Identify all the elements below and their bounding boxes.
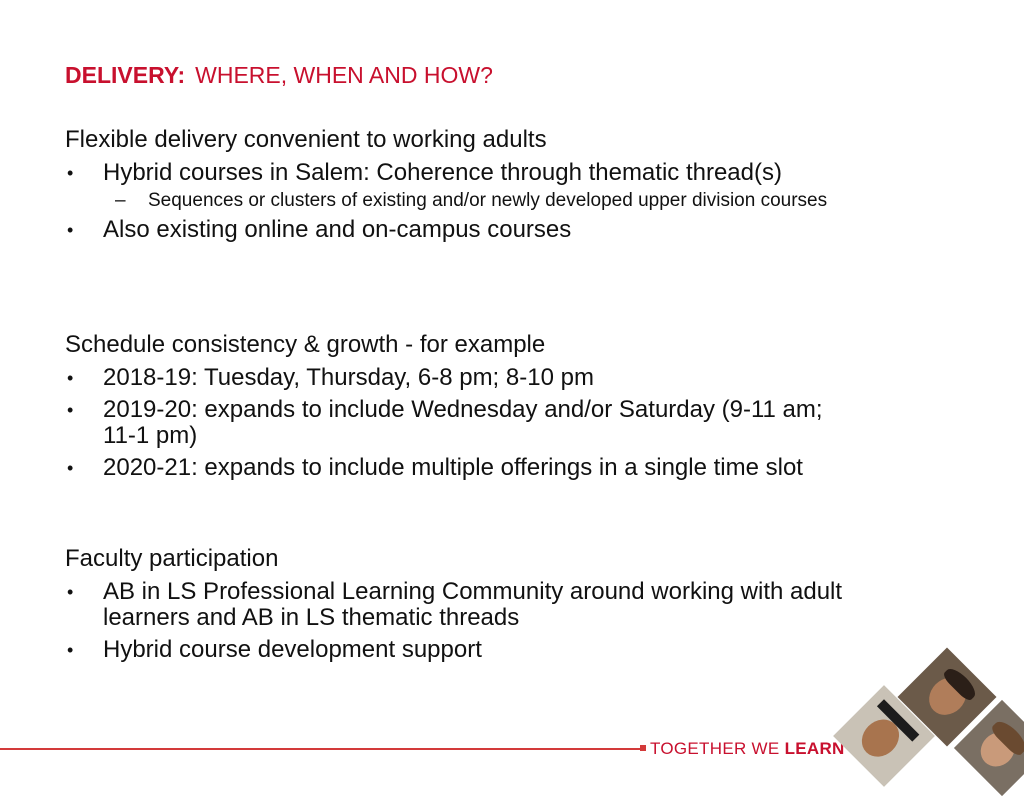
bullet-icon: •: [67, 458, 74, 478]
section-heading: Flexible delivery convenient to working adults: [65, 126, 547, 153]
bullet-text: 2019-20: expands to include Wednesday and/or Saturday (9-11 am; 11-1 pm): [103, 396, 823, 449]
bullet-text: 2018-19: Tuesday, Thursday, 6-8 pm; 8-10 pm: [103, 364, 594, 391]
slide-title: [65, 60, 493, 90]
sub-list-item: [65, 190, 855, 211]
bullet-text: AB in LS Professional Learning Community around working with adult learners and AB in LS thematic threads: [103, 578, 843, 631]
title-text: WHERE, WHEN AND HOW?: [195, 62, 493, 88]
bullet-icon: •: [67, 220, 74, 240]
section-heading: Schedule consistency & growth - for example: [65, 331, 546, 358]
list-item: [65, 160, 855, 186]
footer-square-icon: [640, 745, 646, 751]
bullet-text: Hybrid courses in Salem: Coherence through thematic thread(s): [103, 159, 782, 186]
section-faculty: [65, 545, 855, 663]
list-item: [65, 217, 855, 243]
student-photo-collage: [820, 640, 1024, 768]
section-heading: Faculty participation: [65, 545, 279, 572]
list-item: [65, 637, 855, 663]
bullet-icon: •: [67, 640, 74, 660]
list-item: [65, 455, 855, 481]
bullet-icon: •: [67, 582, 74, 602]
section-delivery: [65, 126, 855, 243]
list-item: [65, 365, 855, 391]
bullet-text: Hybrid course development support: [103, 636, 482, 663]
section-schedule: [65, 331, 855, 481]
bullet-icon: •: [67, 163, 74, 183]
sub-bullet-text: Sequences or clusters of existing and/or newly developed upper division courses: [148, 190, 828, 211]
bullet-text: 2020-21: expands to include multiple offerings in a single time slot: [103, 454, 803, 481]
footer-tagline: [650, 739, 845, 759]
footer-rule: [0, 748, 640, 750]
title-label: DELIVERY:: [65, 62, 186, 88]
footer-tagline-accent: LEARN: [784, 739, 845, 758]
dash-icon: –: [115, 190, 126, 211]
bullet-icon: •: [67, 368, 74, 388]
bullet-icon: •: [67, 400, 74, 420]
bullet-text: Also existing online and on-campus courses: [103, 216, 572, 243]
list-item: [65, 397, 855, 449]
list-item: [65, 579, 855, 631]
footer-tagline-start: TOGETHER WE: [650, 739, 785, 758]
